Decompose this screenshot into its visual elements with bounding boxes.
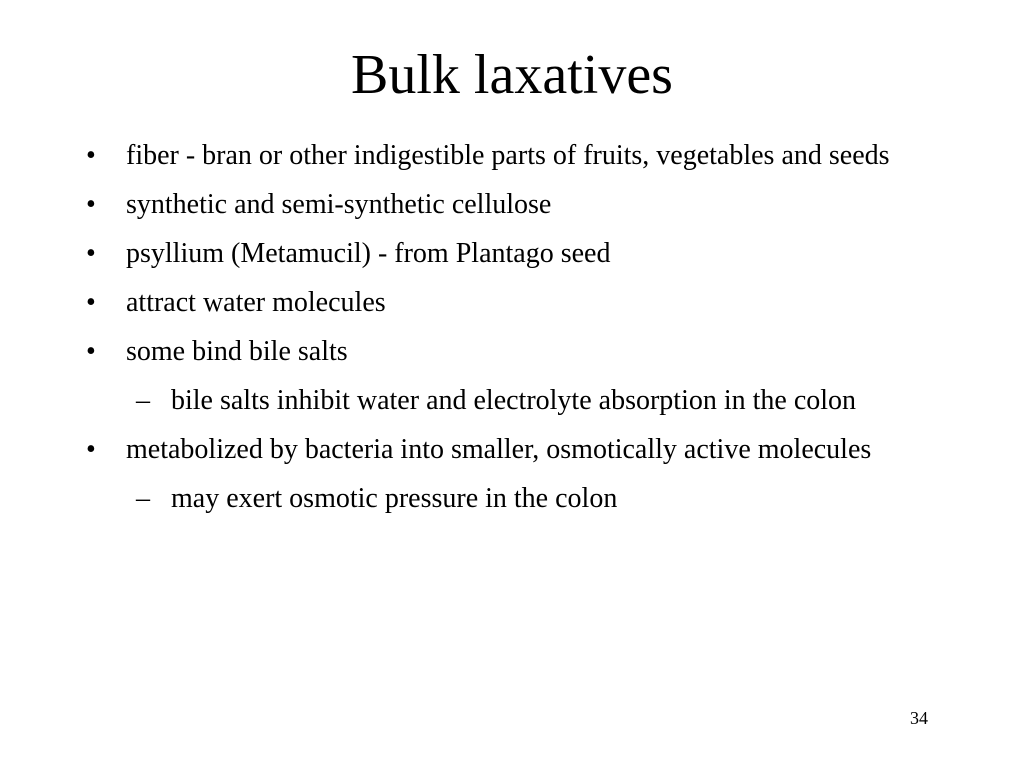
sub-bullet-item (86, 479, 946, 519)
bullet-item (86, 234, 946, 274)
sub-bullet-text: bile salts inhibit water and electrolyte absorption in the colon (171, 385, 857, 416)
bullet-text: some bind bile salts (126, 336, 348, 367)
bullet-text: metabolized by bacteria into smaller, osmotically active molecules (126, 434, 872, 465)
sub-bullet-marker: – (136, 483, 150, 514)
bullet-list (86, 136, 946, 519)
bullet-marker: • (86, 434, 96, 465)
sub-bullet-item (86, 381, 946, 421)
sub-bullet-text: may exert osmotic pressure in the colon (171, 483, 618, 514)
bullet-item (86, 332, 946, 372)
bullet-marker: • (86, 287, 96, 318)
bullet-item (86, 430, 946, 470)
sub-bullet-marker: – (136, 385, 150, 416)
bullet-marker: • (86, 238, 96, 269)
bullet-text: fiber - bran or other indigestible parts of fruits, vegetables and seeds (126, 140, 890, 171)
slide-title: Bulk laxatives (351, 44, 673, 106)
bullet-item (86, 136, 946, 176)
bullet-item (86, 283, 946, 323)
bullet-text: psyllium (Metamucil) - from Plantago seed (126, 238, 611, 269)
bullet-item (86, 185, 946, 225)
bullet-marker: • (86, 140, 96, 171)
page-number: 34 (910, 708, 928, 728)
bullet-marker: • (86, 189, 96, 220)
bullet-marker: • (86, 336, 96, 367)
bullet-text: synthetic and semi-synthetic cellulose (126, 189, 552, 220)
bullet-text: attract water molecules (126, 287, 386, 318)
